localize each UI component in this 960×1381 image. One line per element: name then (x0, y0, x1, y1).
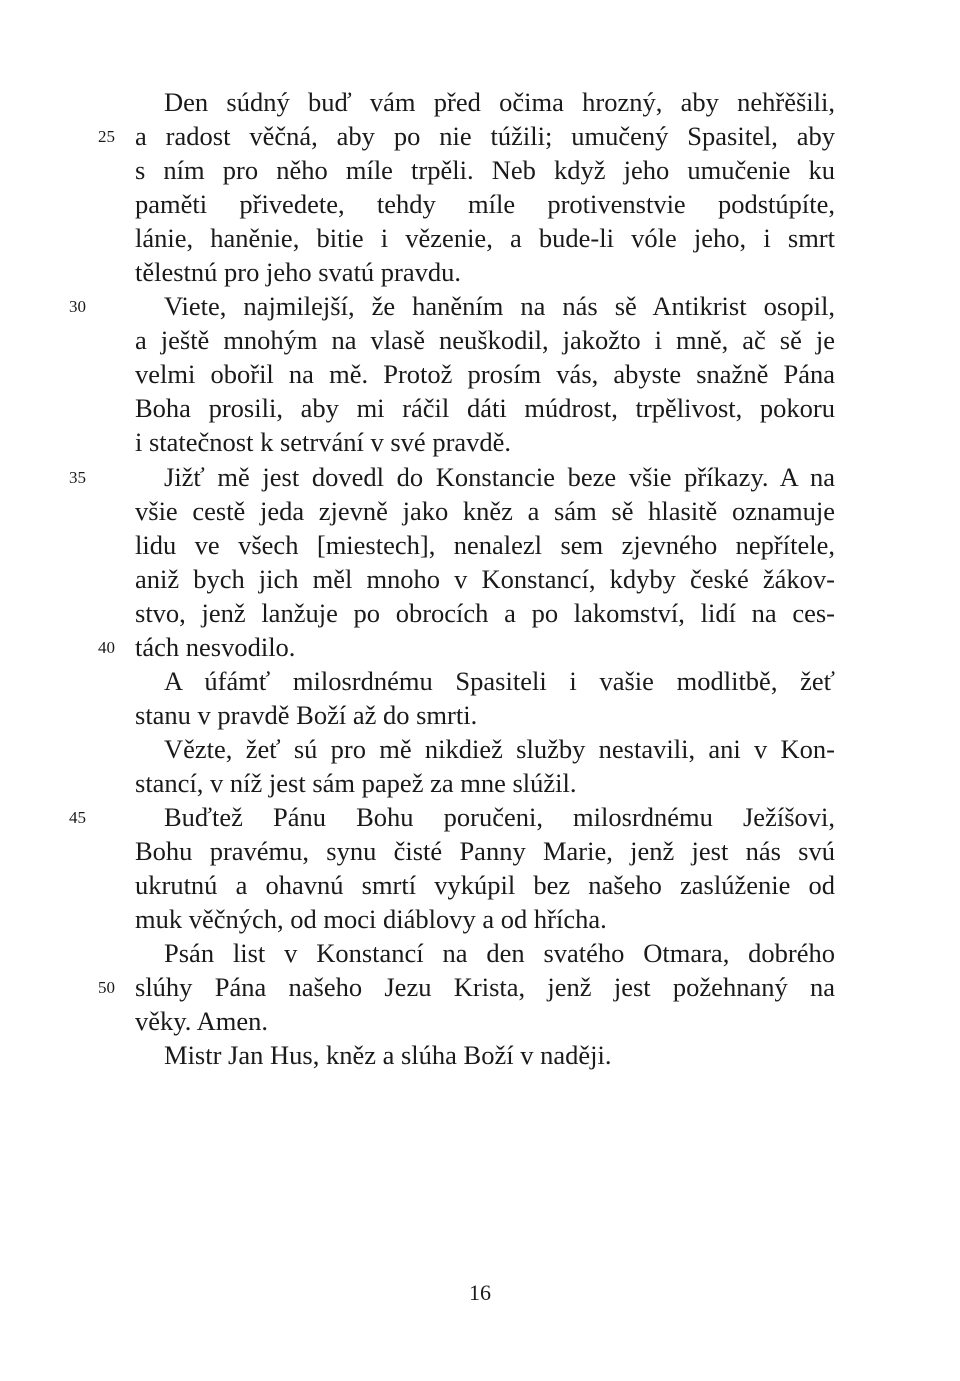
text-line (135, 766, 835, 800)
line-text: lánie, haněnie, bitie i vězenie, a bude-li vóle jeho, i smrt (135, 223, 835, 254)
line-text: Jižť mě jest dovedl do Konstancie beze všie příkazy. A na (164, 461, 835, 492)
text-line (135, 664, 835, 698)
text-line (135, 357, 835, 391)
text-line (69, 800, 835, 834)
line-number: 50 (98, 978, 115, 998)
line-text: stvo, jenž lanžuje po obrocích a po lakomství, lidí na ces- (135, 597, 835, 628)
line-text: a ještě mnohým na vlasě neuškodil, jakožto i mně, ač sě je (135, 325, 835, 356)
text-line (135, 698, 835, 732)
line-text: tělestnú pro jeho svatú pravdu. (135, 257, 462, 288)
line-text: ukrutnú a ohavnú smrtí vykúpil bez našeho zaslúženie od (135, 870, 835, 901)
text-line (135, 323, 835, 357)
line-text: aniž bych jich měl mnoho v Konstancí, kdyby české žákov- (135, 563, 835, 594)
line-text: s ním pro něho míle trpěli. Neb když jeho umučenie ku (135, 155, 835, 186)
line-number: 25 (98, 127, 115, 147)
text-line (69, 460, 835, 494)
line-text: Psán list v Konstancí na den svatého Otmara, dobrého (164, 938, 835, 969)
line-text: stanu v pravdě Boží až do smrti. (135, 699, 478, 730)
line-text: věky. Amen. (135, 1006, 268, 1037)
line-number: 30 (69, 297, 86, 317)
line-text: A úfámť milosrdnému Spasiteli i vašie modlitbě, žeť (164, 665, 835, 696)
line-text: a radost věčná, aby po nie túžili; umučený Spasitel, aby (135, 121, 835, 152)
page-number: 16 (469, 1280, 491, 1305)
text-line (135, 153, 835, 187)
line-text: lidu ve všech [miestech], nenalezl sem zjevného nepřítele, (135, 529, 835, 560)
text-line (135, 596, 835, 630)
line-text: i statečnost k setrvání v své pravdě. (135, 427, 512, 458)
text-line (135, 494, 835, 528)
text-line (98, 970, 835, 1004)
line-text: tách nesvodilo. (135, 631, 296, 662)
line-text: stancí, v níž jest sám papež za mne slúžil. (135, 767, 577, 798)
text-line (135, 425, 835, 459)
text-line (135, 732, 835, 766)
line-number: 45 (69, 807, 86, 827)
text-line (135, 1004, 835, 1038)
text-line (135, 528, 835, 562)
text-line (98, 119, 835, 153)
text-line (135, 187, 835, 221)
line-text: všie cestě jeda zjevně jako kněz a sám sě hlasitě oznamuje (135, 495, 835, 526)
text-line (135, 562, 835, 596)
text-line (135, 902, 835, 936)
signature-line (135, 1038, 835, 1072)
line-text: Buďtež Pánu Bohu poručeni, milosrdnému Ježíšovi, (164, 801, 835, 832)
line-text: Den súdný buď vám před očima hrozný, aby nehřěšili, (164, 87, 835, 117)
line-number: 40 (98, 637, 115, 657)
text-line (135, 85, 835, 119)
text-line (69, 289, 835, 323)
text-line (135, 255, 835, 289)
text-line (135, 391, 835, 425)
line-text: Viete, najmilejší, že haněním na nás sě Antikrist osopil, (164, 291, 835, 322)
text-line (135, 221, 835, 255)
text-line (98, 630, 835, 664)
line-text: Vězte, žeť sú pro mě nikdiež služby nestavili, ani v Kon- (164, 733, 835, 764)
line-text: muk věčných, od moci diáblovy a od hřícha. (135, 904, 607, 935)
line-text: velmi obořil na mě. Protož prosím vás, abyste snažně Pána (135, 359, 835, 390)
line-text: Mistr Jan Hus, kněz a slúha Boží v naději. (164, 1040, 612, 1071)
line-text: Boha prosili, aby mi ráčil dáti múdrost, trpělivost, pokoru (135, 393, 835, 424)
line-text: Bohu pravému, synu čisté Panny Marie, jenž jest nás svú (135, 836, 835, 867)
line-text: slúhy Pána našeho Jezu Krista, jenž jest požehnaný na (135, 972, 835, 1003)
line-number: 35 (69, 467, 86, 487)
line-text: paměti přivedete, tehdy míle protivenstvie podstúpíte, (135, 189, 835, 220)
text-line (135, 936, 835, 970)
text-line (135, 868, 835, 902)
text-line (135, 834, 835, 868)
body-text (69, 85, 835, 1072)
